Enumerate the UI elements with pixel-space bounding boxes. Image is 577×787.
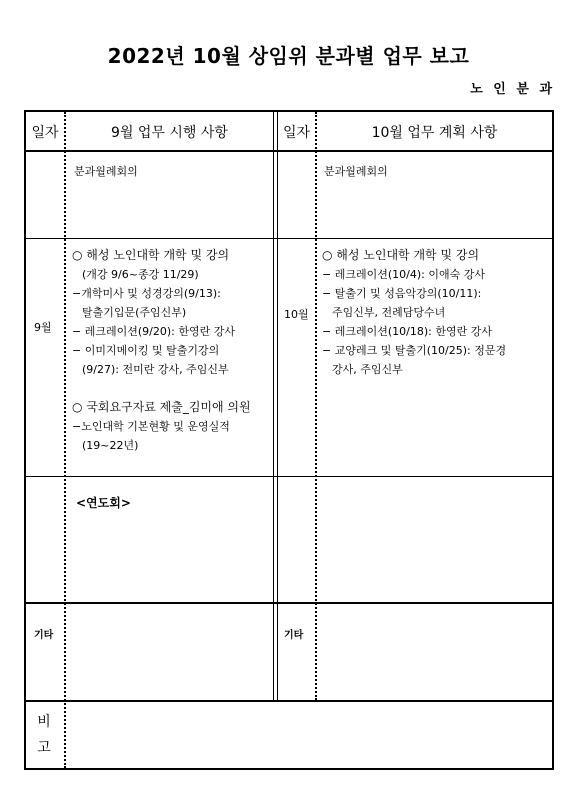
list-item: − 레크레이션(10/4): 이애숙 강사 — [322, 268, 485, 281]
header-october-plans: 10월 업무 계획 사항 — [371, 125, 498, 141]
list-item: 탈출기입문(주임신부) — [82, 306, 187, 319]
list-item: (9/27): 전미란 강사, 주임신부 — [82, 363, 229, 376]
row-divider — [26, 150, 552, 152]
list-item: −개학미사 및 성경강의(9/13): — [72, 287, 221, 300]
header-date-right: 일자 — [282, 125, 311, 141]
list-item: − 레크레이션(10/18): 한영란 강사 — [322, 325, 492, 338]
row-divider — [26, 476, 552, 477]
list-item: ○ 해성 노인대학 개학 및 강의 — [72, 248, 230, 262]
annual-meeting-item: <연도회> — [76, 496, 131, 510]
remarks-label-bottom: 고 — [37, 740, 51, 756]
remarks-label-top: 비 — [37, 714, 51, 730]
monthly-meeting-right: 분과월례회의 — [324, 165, 388, 178]
list-item: 주임신부, 전례담당수녀 — [332, 306, 446, 319]
header-date-left: 일자 — [31, 125, 59, 141]
october-plans-list — [322, 246, 506, 379]
date-september: 9월 — [34, 321, 52, 334]
date-october: 10월 — [284, 308, 309, 321]
list-item: (개강 9/6~종강 11/29) — [82, 268, 199, 281]
row-divider — [26, 700, 552, 702]
column-divider — [273, 112, 274, 700]
row-divider — [26, 238, 552, 239]
list-item: −노인대학 기본현황 및 운영실적 — [72, 420, 230, 433]
other-label-left: 기타 — [34, 630, 54, 641]
column-divider — [277, 112, 278, 700]
list-item: − 교양레크 및 탈출기(10/25): 정문경 — [322, 344, 507, 357]
column-divider — [315, 112, 317, 700]
list-item: ○ 국회요구자료 제출_김미애 의원 — [72, 400, 251, 414]
september-tasks-list — [72, 246, 251, 455]
header-september-tasks: 9월 업무 시행 사항 — [111, 125, 228, 141]
monthly-meeting-left: 분과월례회의 — [74, 165, 138, 178]
row-divider — [26, 602, 552, 604]
list-item: 강사, 주임신부 — [332, 363, 403, 376]
list-item: (19~22년) — [82, 439, 139, 452]
list-item: ○ 해성 노인대학 개학 및 강의 — [322, 248, 480, 262]
column-divider — [64, 112, 66, 768]
page-title: 2022년 10월 상임위 분과별 업무 보고 — [107, 44, 470, 68]
list-item: − 탈출기 및 성음악강의(10/11): — [322, 287, 482, 300]
other-label-right: 기타 — [284, 630, 304, 641]
report-table — [24, 110, 554, 770]
department-label: 노 인 분 과 — [470, 82, 555, 97]
list-item: − 이미지메이킹 및 탈출기강의 — [72, 344, 220, 357]
list-item: − 레크레이션(9/20): 한영란 강사 — [72, 325, 235, 338]
